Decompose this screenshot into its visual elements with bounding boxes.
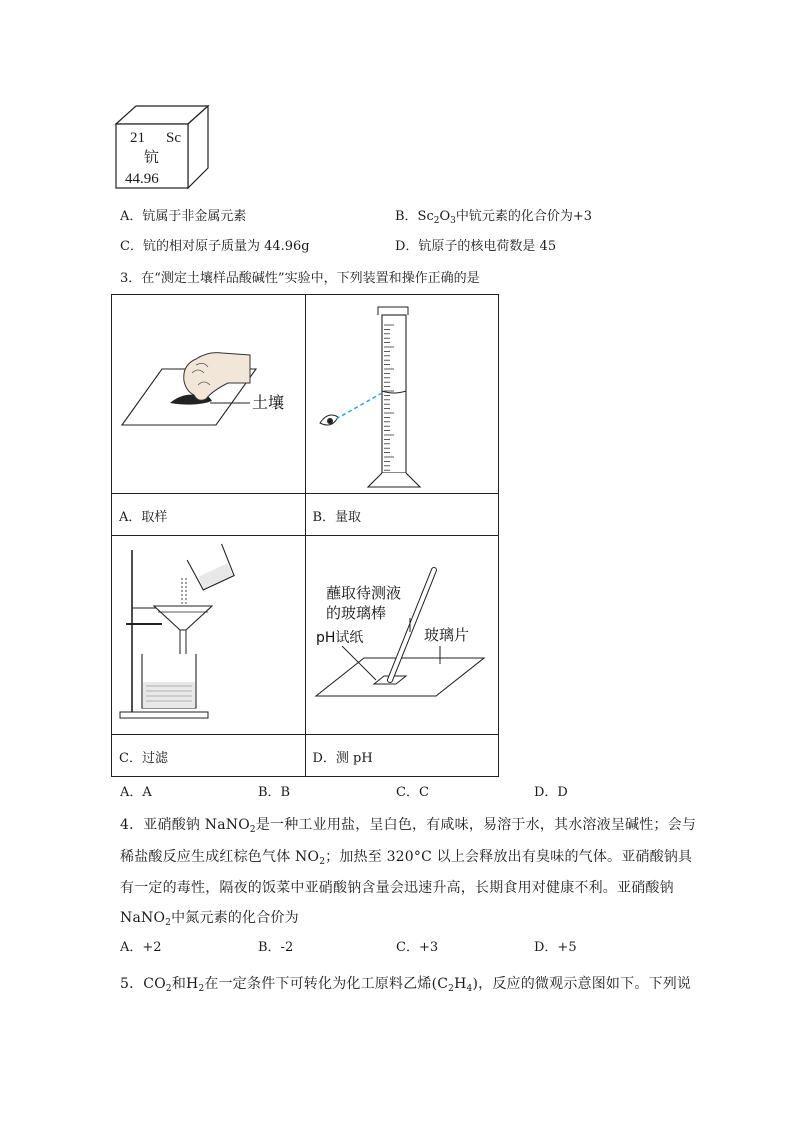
q3-answer-a: A．A	[120, 785, 152, 800]
q4-line-1: 4．亚硝酸钠 NaNO$_2$是一种工业用盐，呈白色，有咸味，易溶于水，其水溶液呈碱性；会与	[120, 817, 697, 835]
q4-answer-b: B．-2	[258, 940, 294, 955]
element-number: 21	[130, 130, 145, 146]
apparatus-table	[111, 294, 499, 777]
glass-plate-label: 玻璃片	[423, 626, 469, 644]
soil-label: 土壤	[252, 393, 285, 412]
ph-paper-label: pH试纸	[315, 630, 363, 646]
q2-option-d: D．钪原子的核电荷数是 45	[395, 239, 557, 254]
q4-answer-d: D．+5	[534, 940, 577, 955]
rod-label-line1: 蘸取待测液	[325, 584, 401, 602]
q4-answer-c: C．+3	[396, 940, 439, 955]
cell-b-label: B．量取	[305, 494, 499, 536]
cell-d-label: D．测 pH	[305, 735, 499, 777]
cell-c-image	[112, 536, 306, 735]
rod-label-line2: 的玻璃棒	[325, 604, 386, 622]
q4-line-4: NaNO$_2$中氮元素的化合价为	[120, 910, 299, 928]
element-name: 钪	[144, 150, 160, 166]
q2-option-c: C．钪的相对原子质量为 44.96g	[120, 239, 310, 254]
cell-a-label: A．取样	[112, 494, 306, 536]
q4-line-3: 有一定的毒性，隔夜的饭菜中亚硝酸钠含量会迅速升高，长期食用对健康不利。亚硝酸钠	[120, 880, 674, 896]
q5-stem: 5．$CO_2$和$H_2$在一定条件下可转化为化工原料乙烯$(C_2H_4)$，反应的微观示意图如下。下列说	[120, 976, 692, 994]
q2-option-b: B．$Sc_2O_3$中钪元素的化合价为+3	[395, 209, 593, 226]
q3-stem: 3．在“测定土壤样品酸碱性”实验中，下列装置和操作正确的是	[120, 271, 480, 286]
cell-c-label: C．过滤	[112, 735, 306, 777]
q4-answer-a: A．+2	[120, 940, 162, 955]
cell-d-image	[305, 536, 499, 735]
cell-b-image	[305, 295, 499, 494]
q2-option-a: A．钪属于非金属元素	[120, 209, 247, 224]
q3-answer-c: C．C	[396, 785, 429, 800]
element-mass: 44.96	[125, 171, 159, 187]
q3-answer-b: B．B	[258, 785, 291, 800]
element-tile	[106, 104, 210, 192]
cell-a-image	[112, 295, 306, 494]
q4-line-2: 稀盐酸反应生成红棕色气体 $NO_2$；加热至 320°C 以上会释放出有臭味的气体。亚硝酸钠具	[120, 849, 693, 867]
q3-answer-d: D．D	[534, 785, 568, 800]
element-symbol: Sc	[166, 130, 181, 146]
